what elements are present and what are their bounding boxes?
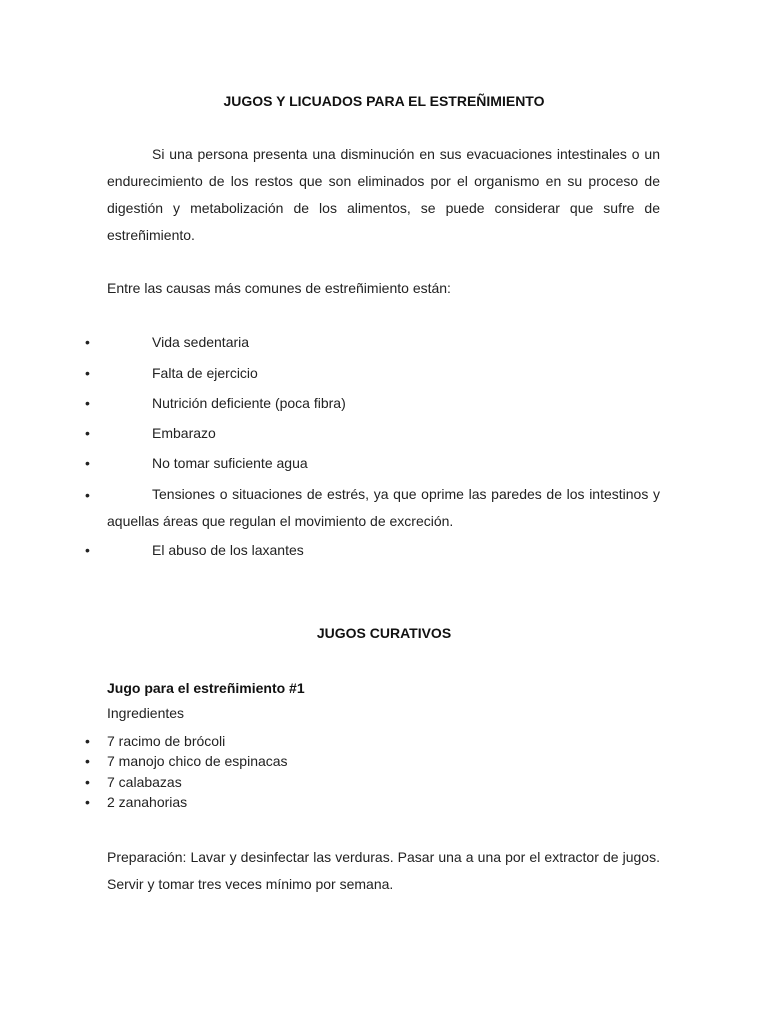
recipe-title: Jugo para el estreñimiento #1	[107, 680, 305, 696]
list-item: No tomar suficiente agua	[152, 455, 308, 471]
intro-paragraph: Si una persona presenta una disminución en sus evacuaciones intestinales o un endurecimiento de los restos que son eliminados por el organismo en su proceso de digestión y metabolización de los alimentos, se puede considerar que sufre de estreñimiento.	[107, 146, 660, 243]
bullet-icon: •	[85, 794, 90, 810]
list-item: Nutrición deficiente (poca fibra)	[152, 395, 346, 411]
preparation-paragraph: Preparación: Lavar y desinfectar las verduras. Pasar una a una por el extractor de jugos. Servir y tomar tres veces mínimo por semana.	[107, 849, 660, 892]
ingredients-label: Ingredientes	[107, 705, 185, 721]
list-item: Tensiones o situaciones de estrés, ya que oprime las paredes de los intestinos y aquellas áreas que regulan el movimiento de excreción.	[107, 486, 660, 529]
list-item: 7 racimo de brócoli	[107, 733, 226, 749]
list-item: 2 zanahorias	[107, 794, 188, 810]
section-title: JUGOS CURATIVOS	[316, 625, 452, 641]
list-item: 7 manojo chico de espinacas	[107, 753, 288, 769]
bullet-icon: •	[85, 487, 90, 503]
bullet-icon: •	[85, 753, 90, 769]
list-item: Vida sedentaria	[152, 334, 250, 350]
causes-intro: Entre las causas más comunes de estreñimiento están:	[107, 280, 451, 296]
bullet-icon: •	[85, 395, 90, 411]
list-item: Falta de ejercicio	[152, 365, 258, 381]
list-item: El abuso de los laxantes	[152, 542, 304, 558]
bullet-icon: •	[85, 774, 90, 790]
bullet-icon: •	[85, 365, 90, 381]
bullet-icon: •	[85, 542, 90, 558]
document-title: JUGOS Y LICUADOS PARA EL ESTREÑIMIENTO	[223, 93, 545, 109]
bullet-icon: •	[85, 733, 90, 749]
list-item: 7 calabazas	[107, 774, 182, 790]
bullet-icon: •	[85, 455, 90, 471]
list-item: Embarazo	[152, 425, 216, 441]
bullet-icon: •	[85, 425, 90, 441]
bullet-icon: •	[85, 334, 90, 350]
